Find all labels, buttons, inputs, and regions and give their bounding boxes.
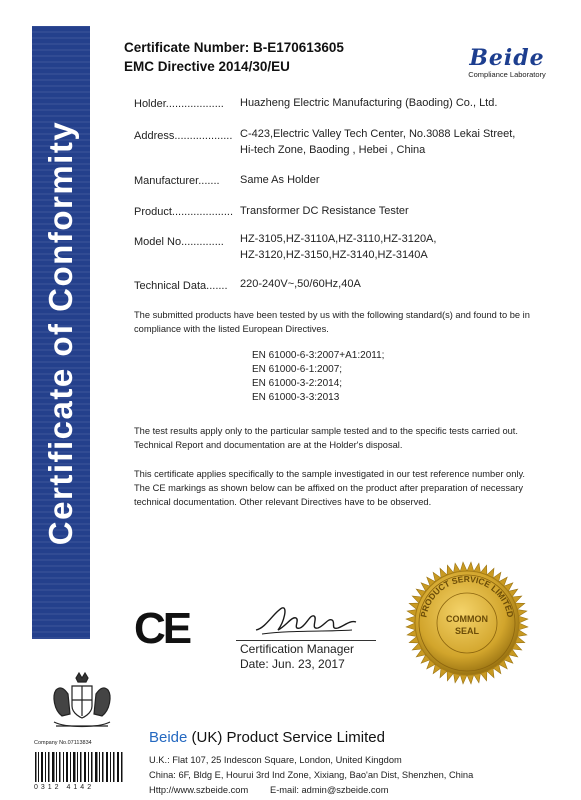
signature-icon [252, 600, 362, 640]
standard-item: EN 61000-6-1:2007; [252, 364, 343, 375]
sidebar-banner [32, 26, 90, 639]
footer-china-address: China: 6F, Bldg E, Hourui 3rd Ind Zone, Xixiang, Bao'an Dist, Shenzhen, China [149, 770, 474, 780]
seal-ring-text: PRODUCT SERVICE LIMITED [418, 573, 516, 619]
holder-label: Holder................... [134, 98, 224, 110]
footer-uk-address: U.K.: Flat 107, 25 Indescon Square, London, United Kingdom [149, 755, 402, 765]
compliance-line2: compliance with the listed European Directives. [134, 324, 329, 334]
compliance-paragraph [134, 308, 560, 336]
technical-label: Technical Data....... [134, 280, 228, 292]
address-label: Address................... [134, 130, 233, 142]
product-value: Transformer DC Resistance Tester [240, 205, 409, 217]
ce-mark: CE [134, 604, 190, 653]
beide-logo [457, 47, 557, 79]
logo-subtitle: Compliance Laboratory [468, 70, 546, 79]
technical-value: 220-240V~,50/60Hz,40A [240, 278, 361, 290]
certificate-number: Certificate Number: B-E170613605 [124, 40, 344, 55]
issue-date: Date: Jun. 23, 2017 [240, 657, 345, 671]
signatory-title: Certification Manager [240, 642, 355, 656]
common-seal [404, 560, 530, 686]
model-line1: HZ-3105,HZ-3110A,HZ-3110,HZ-3120A, [240, 233, 437, 245]
footer-brand-rest: (UK) Product Service Limited [187, 729, 385, 746]
applicability-line2: The CE markings as shown below can be affixed on the product after preparation of necessary [134, 483, 523, 493]
applicability-line1: This certificate applies specifically to the sample investigated in our test reference number only. [134, 469, 526, 479]
product-label: Product.................... [134, 206, 234, 218]
sidebar-title: Certificate of Conformity [42, 120, 79, 545]
footer-website: Http://www.szbeide.com [149, 785, 249, 795]
seal-center-text-2: SEAL [454, 626, 480, 636]
manufacturer-label: Manufacturer....... [134, 175, 220, 187]
standard-item: EN 61000-3-3:2013 [252, 392, 340, 403]
model-label: Model No.............. [134, 236, 224, 248]
test-results-line2: Technical Report and documentation are at the Holder's disposal. [134, 440, 403, 450]
company-number: Company No.07113834 [34, 740, 92, 746]
standard-item: EN 61000-6-3:2007+A1:2011; [252, 350, 385, 361]
test-results-line1: The test results apply only to the particular sample tested and to the specific tests carried out. [134, 426, 518, 436]
model-line2: HZ-3120,HZ-3150,HZ-3140,HZ-3140A [240, 249, 428, 261]
manufacturer-value: Same As Holder [240, 174, 320, 186]
footer-brand-blue: Beide [149, 729, 188, 746]
address-line2: Hi-tech Zone, Baoding , Hebei , China [240, 144, 426, 156]
signature-line [236, 640, 376, 641]
directive-title: EMC Directive 2014/30/EU [124, 59, 290, 74]
address-line1: C-423,Electric Valley Tech Center, No.3088 Lekai Street, [240, 128, 516, 140]
compliance-line1: The submitted products have been tested by us with the following standard(s) and found to be in [134, 310, 530, 320]
applicability-line3: technical documentation. Other relevant Directives have to be observed. [134, 497, 432, 507]
standard-item: EN 61000-3-2:2014; [252, 378, 343, 389]
holder-value: Huazheng Electric Manufacturing (Baoding) Co., Ltd. [240, 97, 498, 109]
logo-name: Beide [469, 45, 545, 71]
test-results-paragraph [134, 424, 560, 452]
barcode-number: 0312 4142 [34, 784, 95, 791]
barcode-icon [34, 752, 124, 782]
footer-email: E-mail: admin@szbeide.com [270, 785, 389, 795]
footer-company-name [149, 729, 385, 746]
applicability-paragraph [134, 467, 560, 509]
royal-crest-icon [46, 670, 118, 735]
seal-center-text: COMMON [446, 614, 488, 624]
